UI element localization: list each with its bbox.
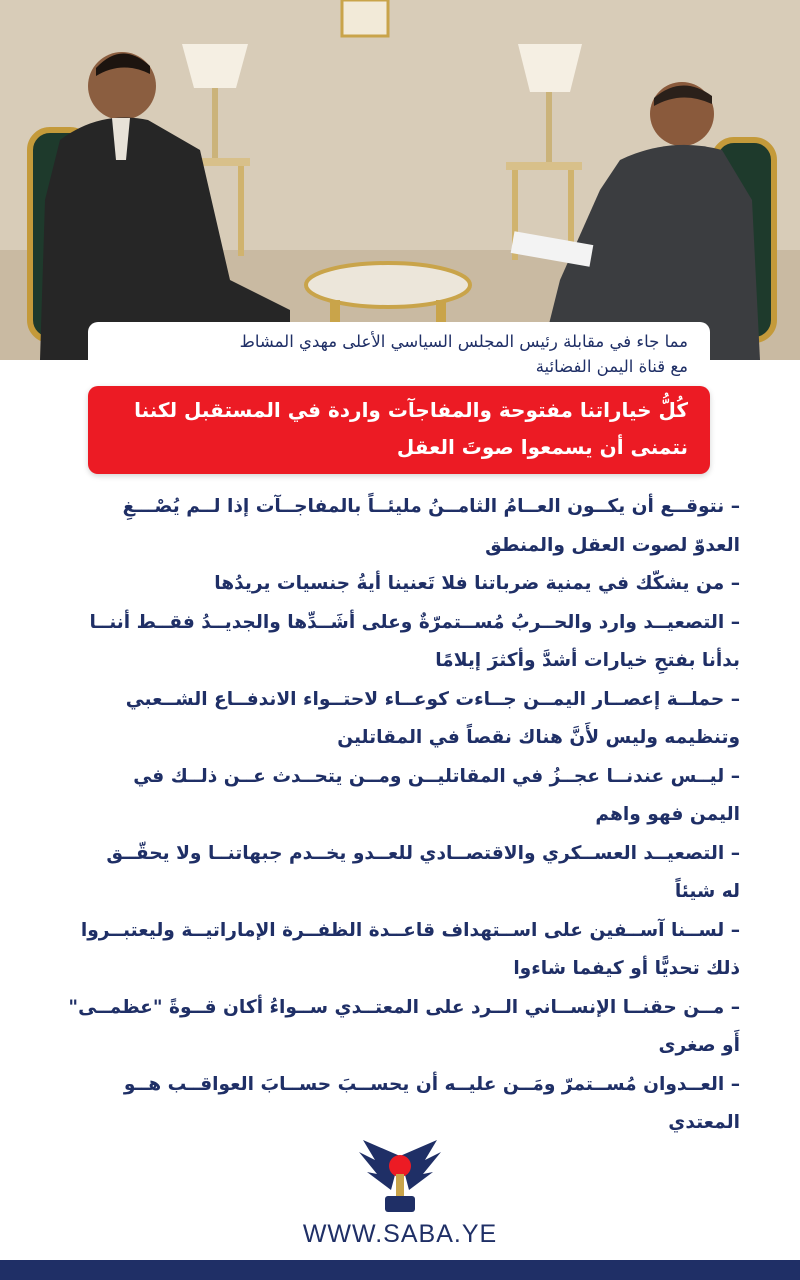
quote-line: أَو صغرى — [658, 1035, 740, 1056]
quote-line: – مــن حقنــا الإنســاني الــرد على المعتــدي ســواءُ أكان قــوةً "عظمــى" — [68, 996, 740, 1018]
caption-box — [88, 322, 710, 390]
quote-line: المعتدي — [668, 1112, 740, 1133]
quote-line: – نتوقــع أن يكــون العــامُ الثامــنُ مليئــاً بالمفاجــآت إذا لــم يُصْـــغِ — [122, 496, 740, 517]
headline-box — [88, 386, 710, 474]
quote-line: العدوّ لصوت العقل والمنطق — [485, 534, 740, 556]
bottom-bar — [0, 1260, 800, 1280]
interview-scene — [0, 0, 800, 360]
quote-line: – العــدوان مُســتمرّ ومَــن عليــه أن يحســبَ حســابَ العواقــب هــو — [123, 1073, 740, 1095]
interview-photo — [0, 0, 800, 360]
quote-line: بدأنا بفتحِ خيارات أشدَّ وأكثرَ إيلامًا — [435, 650, 740, 671]
headline-line-1: كُلُّ خياراتنا مفتوحة والمفاجآت واردة في المستقبل لكننا — [134, 398, 688, 422]
quote-line: – ليــس عندنــا عجــزُ في المقاتليــن ومــن يتحــدث عــن ذلــك في — [133, 765, 740, 787]
quote-line: – لســنا آســفين على اســتهداف قاعــدة الظفــرة الإماراتيــة وليعتبــروا — [80, 919, 740, 941]
quotes-list — [60, 488, 740, 1143]
website-url[interactable]: WWW.SABA.YE — [302, 1220, 498, 1248]
quote-line: له شيئاً — [674, 881, 740, 902]
caption-line-2: مع قناة اليمن الفضائية — [535, 357, 688, 376]
quote-line: – حملــة إعصــار اليمــن جــاءت كوعــاء لاحتــواء الاندفــاع الشــعبي — [125, 688, 740, 710]
quote-line: وتنظيمه وليس لأَنَّ هناك نقصاً في المقاتلين — [337, 727, 740, 748]
quote-line: – التصعيــد وارد والحــربُ مُســتمرّةٌ وعلى أشَــدِّها والجديــدُ فقــط أننــا — [89, 611, 740, 633]
quote-line: – التصعيــد العســكري والاقتصــادي للعــدو يخــدم جبهاتنــا ولا يحقّــق — [106, 842, 740, 864]
headline-line-2: نتمنى أن يسمعوا صوتَ العقل — [396, 435, 688, 459]
quote-line: – من يشكّك في يمنية ضرباتنا فلا تَعنينا أيةُ جنسيات يريدُها — [214, 573, 740, 594]
saba-eagle-logo-icon — [355, 1138, 445, 1218]
caption-line-1: مما جاء في مقابلة رئيس المجلس السياسي الأعلى مهدي المشاط — [239, 332, 688, 351]
quote-line: ذلك تحديًّا أو كيفما شاءوا — [513, 958, 740, 979]
quote-line: اليمن فهو واهم — [595, 804, 740, 825]
